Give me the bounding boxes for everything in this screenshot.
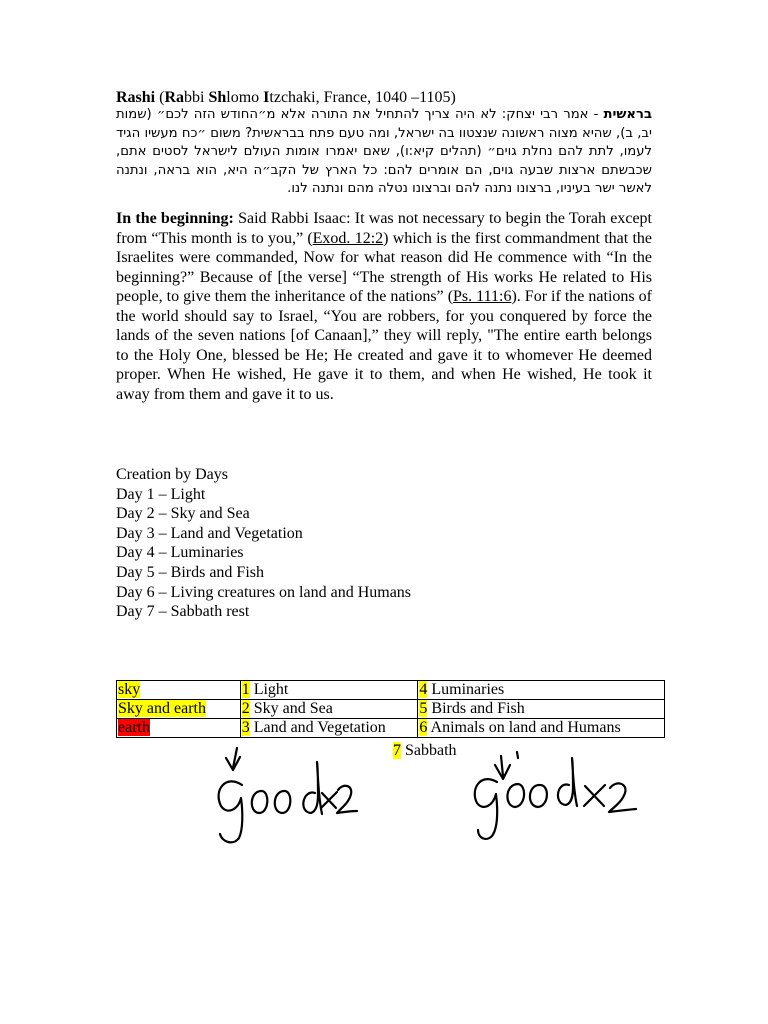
day-label: Birds and Fish bbox=[427, 700, 525, 717]
title-sh: Sh bbox=[208, 89, 227, 106]
title-rest2: lomo bbox=[226, 89, 264, 106]
ref-psalms: Ps. 111:6 bbox=[453, 288, 512, 305]
days-heading: Creation by Days bbox=[116, 466, 228, 483]
realm-label: sky bbox=[118, 681, 141, 698]
day-label: Land and Vegetation bbox=[249, 719, 386, 736]
title-i: I bbox=[263, 89, 270, 106]
title-ra: Ra bbox=[164, 89, 185, 106]
realm-label: earth bbox=[118, 719, 150, 736]
handwritten-good-x2-left bbox=[219, 762, 357, 842]
left-down-arrow-icon bbox=[226, 748, 240, 770]
day-item-7: Day 7 – Sabbath rest bbox=[116, 603, 250, 621]
english-lemma: In the beginning: bbox=[116, 210, 234, 227]
day-label: Animals on land and Humans bbox=[427, 719, 621, 736]
day-label: Luminaries bbox=[427, 681, 505, 698]
title-open: ( bbox=[155, 89, 165, 106]
hebrew-lemma: בראשית bbox=[603, 107, 652, 122]
day-label: Sky and Sea bbox=[249, 700, 333, 717]
day-item-4: Day 4 – Luminaries bbox=[116, 544, 244, 562]
title-rashi: Rashi bbox=[116, 89, 156, 106]
day-item-6: Day 6 – Living creatures on land and Humans bbox=[116, 583, 412, 601]
title-rest3: tzchaki, France, 1040 –1105) bbox=[269, 89, 456, 106]
english-part2: ) which is the first commandment that the Israelites were commanded, Now for what reason did He commence with “In the beginning?” Because of [the verse] “The strength of His works He related to His people, to give them the inheritance of the nations” ( bbox=[116, 229, 653, 305]
day-number: 5 bbox=[419, 700, 428, 717]
ref-exodus: Exod. 12:2 bbox=[312, 229, 384, 247]
day-item-2: Day 2 – Sky and Sea bbox=[116, 505, 250, 523]
day-number: 3 bbox=[241, 719, 250, 736]
day-item-1: Day 1 – Light bbox=[116, 485, 206, 503]
hebrew-text: - אמר רבי יצחק: לא היה צריך להתחיל את התורה אלא מ״החודש הזה לכם״ (שמות יב, ב), שהיא מצוה ראשונה שנצטוו בה ישראל, ומה טעם פתח בבראשית? משום ״כח מעשיו הגיד לעמו, לתת להם נחלת גוים״ (תהלים קיא:ו), שאם יאמרו אומות העולם לישראל לסטים אתם, שכבשתם ארצות שבעה גוים, הם אומרים להם: כל הארץ של הקב״ה היא, הוא בראה, ונתנה לאשר ישר בעיניו, ברצונו נתנה להם וברצונו נטלה מהם ונתנה לנו. bbox=[116, 107, 652, 197]
sabbath-number: 7 bbox=[393, 742, 401, 759]
day-number: 4 bbox=[419, 681, 428, 698]
day-number: 1 bbox=[241, 681, 250, 698]
day-item-5: Day 5 – Birds and Fish bbox=[116, 563, 264, 581]
day-number: 6 bbox=[419, 719, 428, 736]
day-label: Light bbox=[249, 681, 289, 698]
day-item-3: Day 3 – Land and Vegetation bbox=[116, 524, 303, 542]
english-part1: Said Rabbi Isaac: It was not necessary to begin the Torah except from “This month is to you,” ( bbox=[116, 210, 652, 247]
sabbath-label: Sabbath bbox=[401, 742, 457, 759]
realm-label: Sky and earth bbox=[118, 700, 206, 717]
title-rest1: bbi bbox=[184, 89, 209, 106]
right-down-arrow-icon bbox=[495, 752, 518, 779]
day-number: 2 bbox=[241, 700, 250, 717]
english-part3: ). For if the nations of the world should say to Israel, “You are robbers, for you conquered by force the lands of the seven nations [of Canaan],” they will reply, "The entire earth belongs to the Holy One, blessed be He; He created and gave it to whomever He deemed proper. When He wished, He gave it to them, and when He wished, He took it away from them and gave it to us. bbox=[116, 288, 653, 403]
